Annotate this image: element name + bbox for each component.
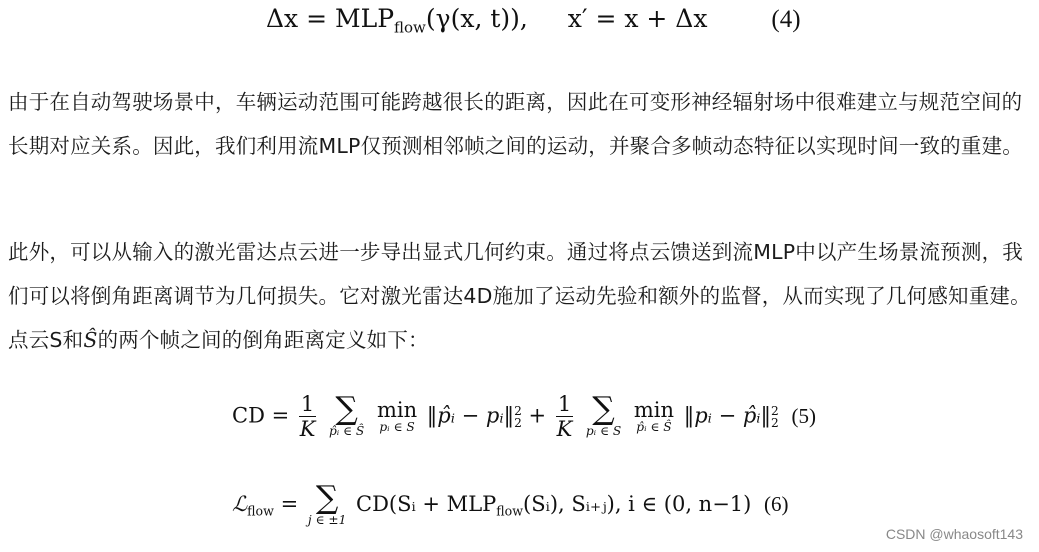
eq5-sum-1: ∑ p̂ᵢ ∈ Ŝ [328,391,365,439]
equation-5 [232,393,816,441]
equation-4 [266,4,801,36]
eq5-label: CD = [232,403,290,428]
eq5-sum2-sub: pᵢ ∈ S [585,424,622,439]
paragraph-2-text: 此外，可以从输入的激光雷达点云进一步导出显式几何约束。通过将点云馈送到流MLP中以产生场景流预测，我们可以将倒角距离调节为几何损失。它对激光雷达4D施加了运动先验和额外的监督，从而实现了几何感知重建。点云S和 [8,240,1031,352]
eq5-norm2-sub: 2 [771,416,779,431]
eq6-eq: = [280,492,299,517]
eq6-label: ℒ [232,492,248,517]
eq4-number: (4) [771,6,801,33]
eq5-min-1 [377,399,417,434]
eq5-min-2 [634,399,674,434]
eq4-lhs-args: (γ(x, t)), [425,4,528,33]
eq5-sum-2: ∑ pᵢ ∈ S [585,391,622,439]
eq5-number: (5) [791,403,816,428]
eq6-body-tail: (Sᵢ), Sᵢ₊ⱼ), i ∈ (0, n−1) [523,492,752,517]
eq5-frac1-den: K [299,417,316,442]
eq5-frac1-num: 1 [300,392,315,416]
eq6-sum-sub: j ∈ ±1 [307,512,347,527]
eq5-norm-1: ‖p̂ᵢ − pᵢ‖ [426,403,515,428]
eq6-body: CD(Sᵢ + MLP [356,492,497,517]
eq5-norm-2: ‖pᵢ − p̂ᵢ‖ [683,403,772,428]
eq5-sum1-sub: p̂ᵢ ∈ Ŝ [328,424,365,439]
eq5-min1-sub: pᵢ ∈ S [379,420,415,435]
watermark: CSDN @whaosoft143 [885,526,1023,542]
eq4-lhs-sub: flow [394,18,426,37]
eq5-frac2-den: K [556,417,573,442]
eq5-norm1-sub: 2 [514,416,522,431]
equation-6 [232,480,789,527]
eq5-norm1-sup: 2 [514,403,522,418]
eq5-frac-1 [299,393,316,441]
eq5-frac-2 [556,393,573,441]
eq5-min2-label: min [633,398,675,423]
paragraph-1: 由于在自动驾驶场景中，车辆运动范围可能跨越很长的距离，因此在可变形神经辐射场中很难建立与规范空间的长期对应关系。因此，我们利用流MLP仅预测相邻帧之间的运动，并聚合多帧动态特征以实现时间一致的重建。 [8,90,1023,158]
paragraph-2-tail: 的两个帧之间的倒角距离定义如下： [97,328,429,352]
eq4-lhs: Δx = MLP [266,4,395,33]
eq4-rhs: x′ = x + Δx [567,4,708,33]
paragraph-2-math: Ŝ [83,328,98,352]
eq5-norm2-sup: 2 [771,403,779,418]
paragraph-2 [8,230,1033,362]
eq6-number: (6) [764,492,789,517]
eq6-body-sub: flow [496,503,524,519]
eq5-min1-label: min [376,398,418,423]
eq5-frac2-num: 1 [557,392,572,416]
eq5-min2-sub: p̂ᵢ ∈ Ŝ [636,420,672,435]
eq5-plus: + [528,403,547,428]
eq6-sum: ∑ j ∈ ±1 [307,480,347,527]
eq6-label-sub: flow [247,503,274,519]
